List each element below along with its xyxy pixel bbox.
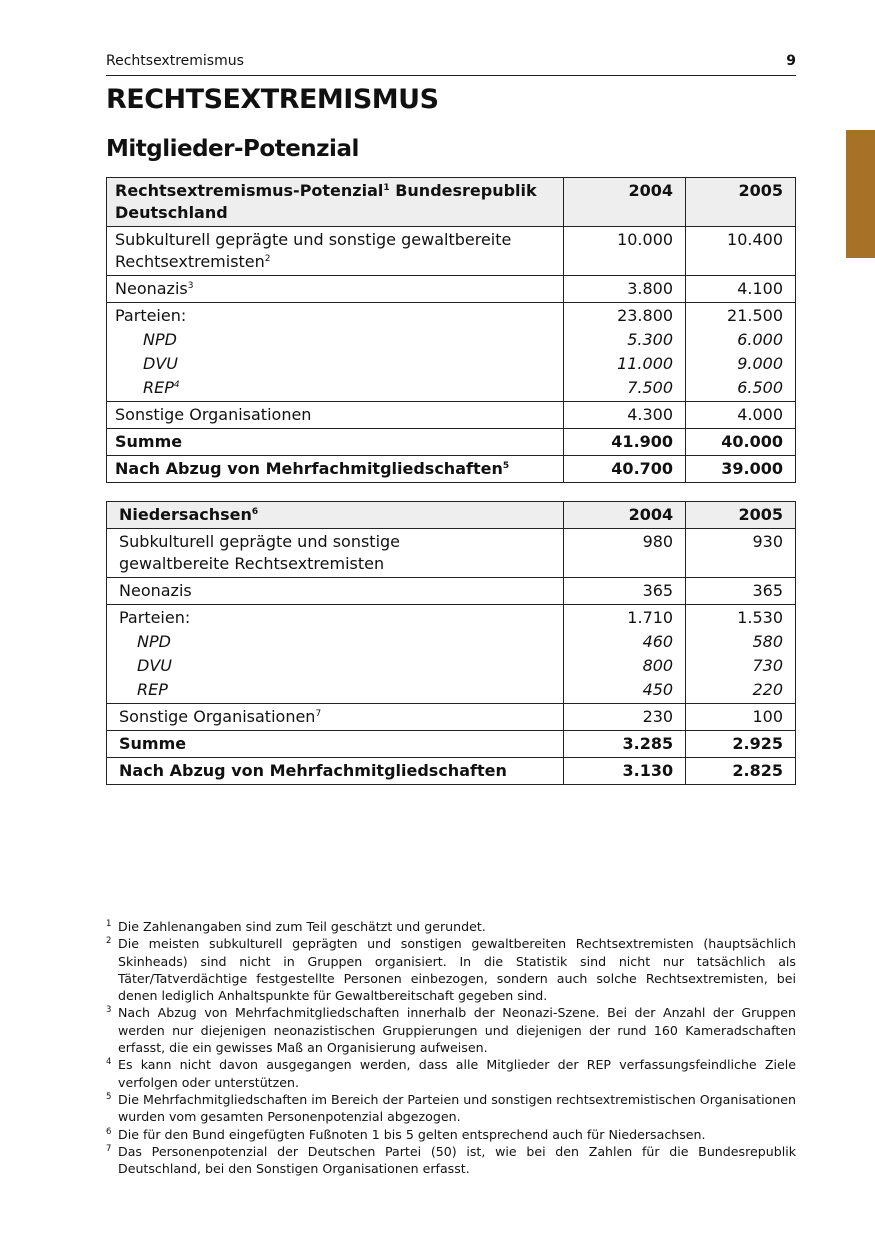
table-header-row <box>107 502 796 529</box>
column-header-2004: 2004 <box>564 502 686 529</box>
table-row: REP 450 220 <box>107 677 796 704</box>
table-header-row <box>107 178 796 227</box>
chapter-tab-marker <box>846 130 875 258</box>
table-row: Subkulturell geprägte und sonstige gewaltbereite Rechtsextremisten 980 930 <box>107 529 796 578</box>
table-row: Neonazis 365 365 <box>107 578 796 605</box>
lower-saxony-table <box>106 501 796 785</box>
table-row: REP$^4$ 7.500 6.500 <box>107 375 796 402</box>
table-row: Parteien: 1.710 1.530 <box>107 605 796 630</box>
footnote: 1 Die Zahlenangaben sind zum Teil geschätzt und gerundet. <box>106 919 486 934</box>
table-row: Parteien: 23.800 21.500 <box>107 303 796 328</box>
column-header-2005: 2005 <box>686 178 796 227</box>
column-header-2004: 2004 <box>564 178 686 227</box>
footnote: 4 Es kann nicht davon ausgegangen werden, dass alle Mitglieder der REP verfassungsfeindliche Ziele verfolgen oder unterstützen. <box>106 1057 796 1090</box>
footnotes <box>106 918 796 1177</box>
footnote: 7 Das Personenpotenzial der Deutschen Partei (50) ist, wie bei den Zahlen für die Bundesrepublik Deutschland, bei den Sonstigen Organisationen erfasst. <box>106 1143 796 1177</box>
table-row: Subkulturell geprägte und sonstige gewaltbereite Rechtsextremisten$^2$ 10.000 10.400 <box>107 227 796 276</box>
running-title: Rechtsextremismus <box>106 53 244 69</box>
table-row-total: Summe 3.285 2.925 <box>107 731 796 758</box>
table-row-net-total: Nach Abzug von Mehrfachmitgliedschaften 3.130 2.825 <box>107 758 796 785</box>
table-row: NPD 5.300 6.000 <box>107 327 796 351</box>
footnote: 6 Die für den Bund eingefügten Fußnoten 1 bis 5 gelten entsprechend auch für Niedersachsen. <box>106 1126 706 1142</box>
table-row: Sonstige Organisationen 4.300 4.000 <box>107 402 796 429</box>
table-row: Neonazis$^3$ 3.800 4.100 <box>107 276 796 303</box>
footnote: 5 Die Mehrfachmitgliedschaften im Bereich der Parteien und sonstigen rechtsextremistischen Organisationen wurden vom gesamten Personenpotenzial abgezogen. <box>106 1091 796 1125</box>
table-row: NPD 460 580 <box>107 629 796 653</box>
footnote: 2 Die meisten subkulturell geprägten und sonstigen gewaltbereiten Rechtsextremisten (hauptsächlich Skinheads) sind nicht in Gruppen organisiert. In die Statistik sind nicht nur tatsächlich als Täter/Tatverdächtige festgestellte Personen einbezogen, sondern auch solche Rechtsextremisten, bei denen lediglich Anhaltspunkte für Gewaltbereitschaft gegeben sind. <box>106 936 796 1004</box>
page-number: 9 <box>786 53 796 69</box>
federal-potential-table <box>106 177 796 483</box>
table-row: DVU 11.000 9.000 <box>107 351 796 375</box>
table-row-net-total: Nach Abzug von Mehrfachmitgliedschaften$^5$ 40.700 39.000 <box>107 456 796 483</box>
table-row: DVU 800 730 <box>107 653 796 677</box>
table-header-label: Rechtsextremismus-Potenzial$^1$ Bundesrepublik Deutschland <box>107 178 564 227</box>
table-header-label: Niedersachsen$^6$ <box>107 502 564 529</box>
page-title: RECHTSEXTREMISMUS <box>106 84 439 115</box>
running-header <box>106 52 796 76</box>
section-title: Mitglieder-Potenzial <box>106 136 359 162</box>
column-header-2005: 2005 <box>686 502 796 529</box>
table-row-total: Summe 41.900 40.000 <box>107 429 796 456</box>
footnote: 3 Nach Abzug von Mehrfachmitgliedschaften innerhalb der Neonazi-Szene. Bei der Anzahl der Gruppen werden nur diejenigen neonazistischen Gruppierungen und diejenigen der rund 160 Kameradschaften erfasst, die ein gewisses Maß an Organisierung aufweisen. <box>106 1005 796 1056</box>
table-row: Sonstige Organisationen$^7$ 230 100 <box>107 704 796 731</box>
